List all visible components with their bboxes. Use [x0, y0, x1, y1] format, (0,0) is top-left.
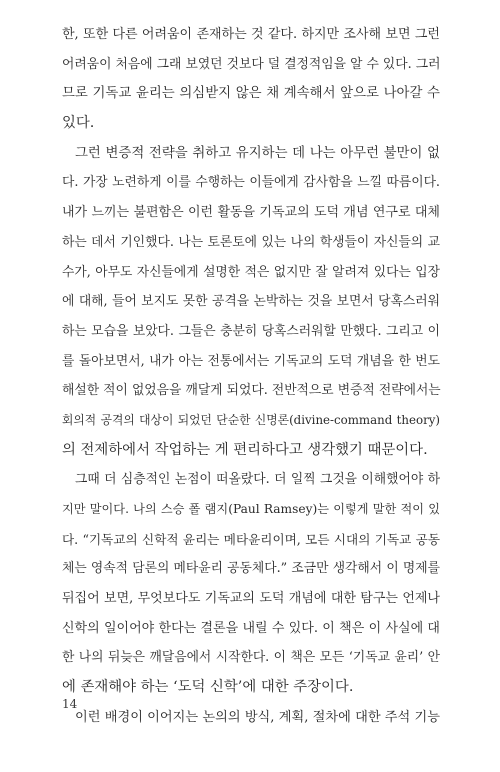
paragraph-first-line: 그런 변증적 전략을 취하고 유지하는 데 나는 아무런 불만이 없 [75, 145, 440, 161]
text-line: 하는 데서 기인했다. 나는 토론토에 있는 나의 학생들이 자신들의 교 [62, 234, 440, 250]
text-line: 하는 모습을 보았다. 그들은 충분히 당혹스러워할 만했다. 그리고 이 [62, 323, 440, 339]
text-line: 에 존재해야 하는 ‘도덕 신학’에 대한 주장이다. [62, 679, 354, 696]
text-line: 에 대해, 들어 보지도 못한 공격을 논박하는 것을 보면서 당혹스러워 [62, 294, 440, 310]
text-line: 한, 또한 다른 어려움이 존재하는 것 같다. 하지만 조사해 보면 그런 [62, 27, 440, 42]
text-line: 있다. [62, 115, 95, 132]
text-line: 지만 말이다. 나의 스승 폴 램지(Paul Ramsey)는 이렇게 말한 적이 있 [62, 502, 440, 516]
body-text [62, 20, 440, 733]
text-line: 해설한 적이 없었음을 깨달게 되었다. 전반적으로 변증적 전략에서는 [62, 383, 441, 399]
text-line: 신학의 일이어야 한다는 결론을 내릴 수 있다. 이 책은 이 사실에 대 [62, 620, 440, 636]
text-line: 체는 영속적 담론의 메타윤리 공동체다.” 조금만 생각해서 이 명제를 [62, 561, 440, 577]
text-line: 다. “기독교의 신학적 윤리는 메타윤리이며, 모든 시대의 기독교 공동 [62, 531, 440, 547]
page-number: 14 [62, 697, 78, 711]
text-line: 한 나의 뒤늦은 깨달음에서 시작한다. 이 책은 모든 ‘기독교 윤리’ 안 [62, 650, 440, 666]
text-line: 뒤집어 보면, 무엇보다도 기독교의 도덕 개념에 대한 탐구는 언제나 [62, 591, 440, 607]
text-line: 의 전제하에서 작업하는 게 편리하다고 생각했기 때문이다. [62, 441, 428, 458]
text-line: 회의적 공격의 대상이 되었던 단순한 신명론(divine-command theory) [62, 412, 440, 427]
text-line: 므로 기독교 윤리는 의심받지 않은 채 계속해서 앞으로 나아갈 수 [62, 86, 440, 102]
text-line: 다. 가장 노련하게 이를 수행하는 이들에게 감사함을 느낄 따름이다. [62, 175, 440, 191]
text-line: 를 돌아보면서, 내가 아는 전통에서는 기독교의 도덕 개념을 한 번도 [62, 353, 440, 369]
text-line: 어려움이 처음에 그래 보였던 것보다 덜 결정적임을 알 수 있다. 그러 [62, 56, 441, 72]
paragraph-first-line: 이런 배경이 이어지는 논의의 방식, 계획, 절차에 대한 주석 기능 [75, 709, 440, 725]
paragraph-first-line: 그때 더 심층적인 논점이 떠올랐다. 더 일찍 그것을 이해했어야 하 [75, 472, 440, 488]
text-line: 내가 느끼는 불편함은 이런 활동을 기독교의 도덕 개념 연구로 대체 [62, 205, 440, 221]
text-line: 수가, 아무도 자신들에게 설명한 적은 없지만 잘 알려져 있다는 입장 [62, 264, 440, 280]
